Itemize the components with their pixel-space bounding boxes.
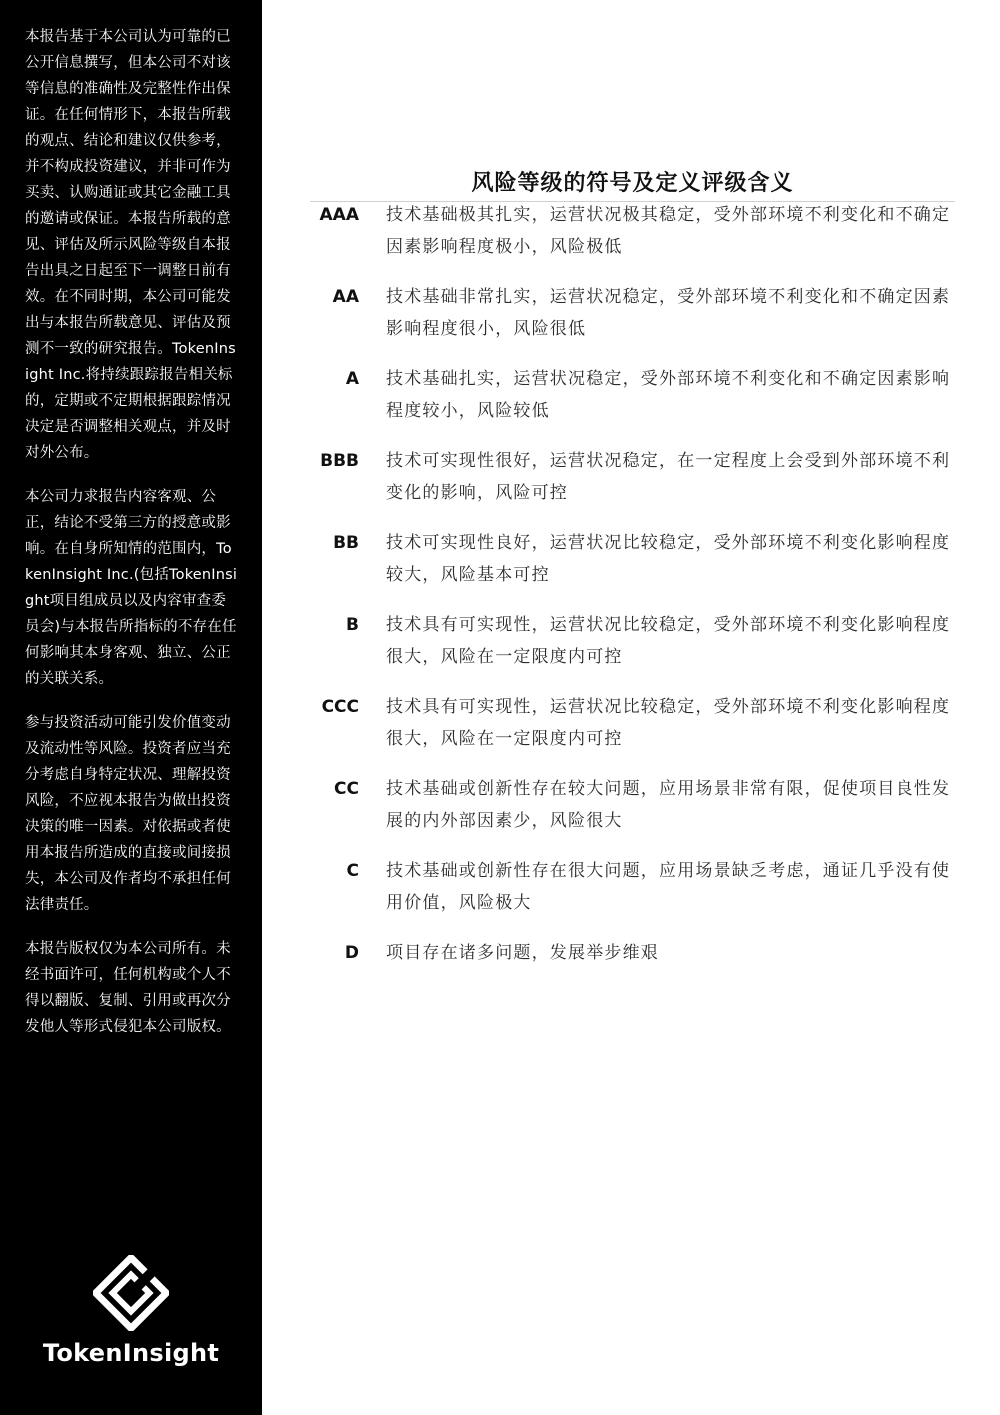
rating-row-aa	[310, 281, 955, 363]
rating-row-bbb	[310, 445, 955, 527]
rating-description: 项目存在诸多问题，发展举步维艰	[386, 943, 659, 963]
disclaimer-paragraph-2: 本公司力求报告内容客观、公正，结论不受第三方的授意或影响。在自身所知情的范围内，TokenInsight Inc.(包括TokenInsight项目组成员以及内容审查委员会)与本报告所指标的不存在任何影响其本身客观、独立、公正的关联关系。	[25, 489, 238, 687]
rating-row-d	[310, 937, 955, 1019]
rating-description: 技术基础扎实，运营状况稳定，受外部环境不利变化和不确定因素影响程度较小，风险较低	[386, 369, 951, 421]
disclaimer-paragraph-3: 参与投资活动可能引发价值变动及流动性等风险。投资者应当充分考虑自身特定状况、理解投资风险，不应视本报告为做出投资决策的唯一因素。对依据或者使用本报告所造成的直接或间接损失，本公司及作者均不承担任何法律责任。	[25, 715, 231, 913]
rating-description: 技术基础或创新性存在较大问题，应用场景非常有限，促使项目良性发展的内外部因素少，风险很大	[386, 779, 951, 831]
rating-code: D	[344, 943, 359, 963]
rating-description: 技术可实现性良好，运营状况比较稳定，受外部环境不利变化影响程度较大，风险基本可控	[386, 533, 951, 585]
rating-code: A	[345, 369, 359, 389]
disclaimer-paragraph-1: 本报告基于本公司认为可靠的已公开信息撰写，但本公司不对该等信息的准确性及完整性作出保证。在任何情形下，本报告所载的观点、结论和建议仅供参考，并不构成投资建议，并非可作为买卖、认购通证或其它金融工具的邀请或保证。本报告所载的意见、评估及所示风险等级自本报告出具之日起至下一调整日前有效。在不同时期，本公司可能发出与本报告所载意见、评估及预测不一致的研究报告。TokenInsight Inc.将持续跟踪报告相关标的，定期或不定期根据跟踪情况决定是否调整相关观点，并及时对外公布。	[25, 29, 236, 461]
disclaimer-sidebar	[0, 0, 262, 1415]
rating-row-aaa	[310, 199, 955, 281]
rating-code: BBB	[320, 451, 359, 471]
company-logo	[0, 1255, 262, 1367]
tokeninsight-logo-icon	[93, 1255, 169, 1331]
rating-description: 技术可实现性很好，运营状况稳定，在一定程度上会受到外部环境不利变化的影响，风险可控	[386, 451, 951, 503]
rating-code: CC	[334, 779, 359, 799]
rating-code: AA	[332, 287, 359, 307]
rating-row-cc	[310, 773, 955, 855]
rating-code: CCC	[321, 697, 359, 717]
rating-description: 技术基础非常扎实，运营状况稳定，受外部环境不利变化和不确定因素影响程度很小，风险很低	[386, 287, 951, 339]
rating-row-ccc	[310, 691, 955, 773]
page-title: 风险等级的符号及定义评级含义	[471, 171, 794, 196]
rating-code: B	[346, 615, 359, 635]
rating-row-bb	[310, 527, 955, 609]
rating-code: BB	[333, 533, 359, 553]
rating-row-c	[310, 855, 955, 937]
rating-row-a	[310, 363, 955, 445]
disclaimer-paragraph-4: 本报告版权仅为本公司所有。未经书面许可，任何机构或个人不得以翻版、复制、引用或再次分发他人等形式侵犯本公司版权。	[25, 941, 231, 1035]
rating-code: AAA	[319, 205, 359, 225]
rating-list	[310, 199, 955, 1019]
rating-description: 技术具有可实现性，运营状况比较稳定，受外部环境不利变化影响程度很大，风险在一定限度内可控	[386, 615, 951, 667]
rating-description: 技术基础极其扎实，运营状况极其稳定，受外部环境不利变化和不确定因素影响程度极小，风险极低	[386, 205, 951, 257]
rating-description: 技术基础或创新性存在很大问题，应用场景缺乏考虑，通证几乎没有使用价值，风险极大	[386, 861, 951, 913]
rating-description: 技术具有可实现性，运营状况比较稳定，受外部环境不利变化影响程度很大，风险在一定限度内可控	[386, 697, 951, 749]
rating-code: C	[346, 861, 359, 881]
logo-wordmark: TokenInsight	[42, 1339, 220, 1367]
rating-row-b	[310, 609, 955, 691]
